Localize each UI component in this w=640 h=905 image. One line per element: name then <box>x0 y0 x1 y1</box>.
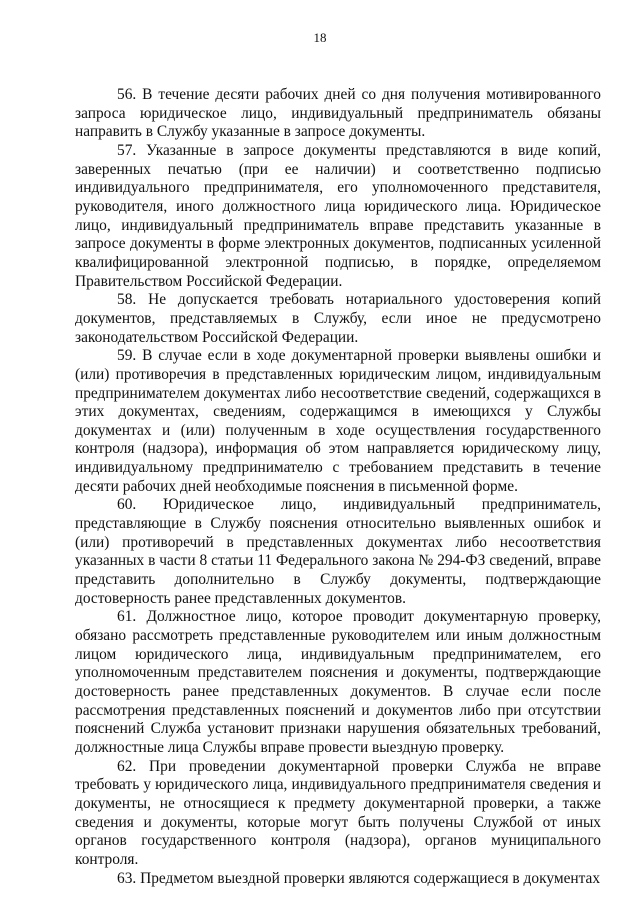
paragraph-63: 63. Предметом выездной проверки являются содержащиеся в документах <box>117 869 601 887</box>
paragraph-62: 62. При проведении документарной проверки Служба не вправе требовать у юридического лица, индивидуального предпринимателя сведения и документы, не относящиеся к предмету документарной проверки, а также сведения и документы, которые могут быть получены Службой от иных органов государственного контроля (надзора), органов муниципального контроля. <box>75 757 601 868</box>
paragraph-59: 59. В случае если в ходе документарной проверки выявлены ошибки и (или) противоречия в представленных юридическим лицом, индивидуальным предпринимателем документах либо несоответствие сведений, содержащихся в этих документах, сведениям, содержащимся в имеющихся у Службы документах и (или) полученным в ходе осуществления государственного контроля (надзора), информация об этом направляется юридическому лицу, индивидуальному предпринимателю с требованием представить в течение десяти рабочих дней необходимые пояснения в письменной форме. <box>75 347 601 495</box>
paragraph-56: 56. В течение десяти рабочих дней со дня получения мотивированного запроса юридическое лицо, индивидуальный предприниматель обязаны направить в Службу указанные в запросе документы. <box>75 86 601 141</box>
document-body <box>75 86 601 888</box>
page-number: 18 <box>313 30 327 45</box>
paragraph-58: 58. Не допускается требовать нотариального удостоверения копий документов, представляемых в Службу, если иное не предусмотрено законодательством Российской Федерации. <box>75 291 601 346</box>
paragraph-60: 60. Юридическое лицо, индивидуальный предприниматель, представляющие в Службу пояснения относительно выявленных ошибок и (или) противоречий в представленных документах либо несоответствия указанных в части 8 статьи 11 Федерального закона № 294-ФЗ сведений, вправе представить дополнительно в Службу документы, подтверждающие достоверность ранее представленных документов. <box>75 496 601 607</box>
paragraph-61: 61. Должностное лицо, которое проводит документарную проверку, обязано рассмотреть представленные руководителем или иным должностным лицом юридического лица, индивидуальным предпринимателем, его уполномоченным представителем пояснения и документы, подтверждающие достоверность ранее представленных документов. В случае если после рассмотрения представленных пояснений и документов либо при отсутствии пояснений Служба установит признаки нарушения обязательных требований, должностные лица Службы вправе провести выездную проверку. <box>75 608 601 756</box>
paragraph-57: 57. Указанные в запросе документы представляются в виде копий, заверенных печатью (при ее наличии) и соответственно подписью индивидуального предпринимателя, его уполномоченного представителя, руководителя, иного должностного лица юридического лица. Юридическое лицо, индивидуальный предприниматель вправе представить указанные в запросе документы в форме электронных документов, подписанных усиленной квалифицированной электронной подписью, в порядке, определяемом Правительством Российской Федерации. <box>75 141 601 290</box>
